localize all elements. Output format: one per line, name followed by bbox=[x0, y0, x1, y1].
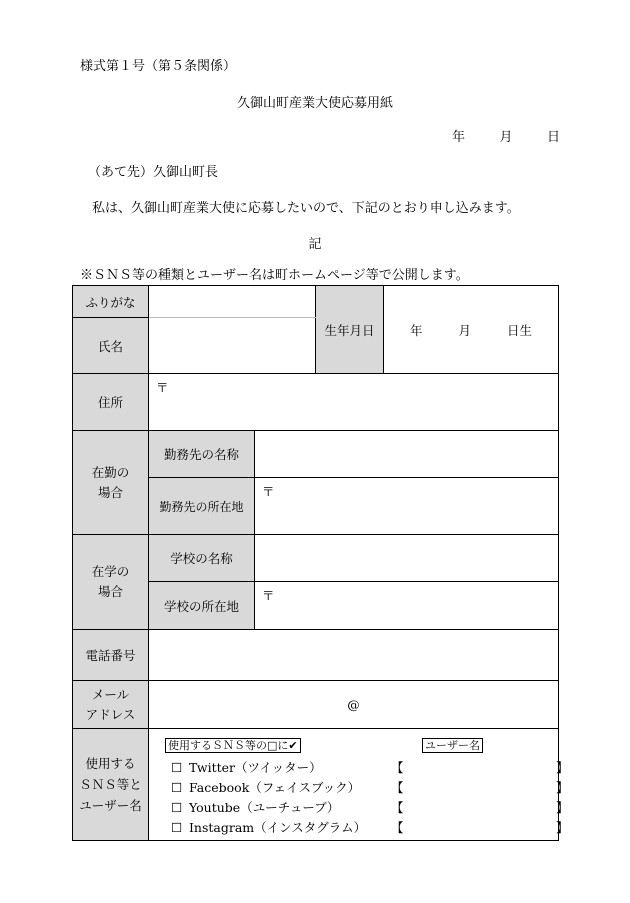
phone-row bbox=[73, 630, 559, 681]
email-row bbox=[73, 681, 559, 729]
birth-year: 年 bbox=[409, 322, 423, 338]
bracket-close: 】 bbox=[556, 819, 569, 835]
birthdate-field[interactable] bbox=[384, 286, 559, 374]
username-header: ユーザー名 bbox=[422, 738, 483, 753]
date-year: 年 bbox=[452, 130, 466, 145]
school-address-field[interactable] bbox=[255, 582, 559, 630]
sns-item-label: Facebook（フェイスブック） bbox=[188, 779, 361, 795]
sns-item-instagram bbox=[171, 818, 569, 835]
postal-mark: 〒 bbox=[262, 484, 275, 499]
bracket-close: 】 bbox=[556, 779, 569, 795]
sns-label: 使用する ＳＮＳ等と ユーザー名 bbox=[73, 729, 149, 841]
school-label: 在学の 場合 bbox=[73, 535, 149, 630]
checkbox-icon[interactable]: ☐ bbox=[171, 779, 183, 795]
bracket-open: 【 bbox=[391, 779, 404, 795]
sns-item-facebook bbox=[171, 778, 569, 795]
birth-day: 日生 bbox=[506, 322, 532, 338]
work-label: 在勤の 場合 bbox=[73, 431, 149, 535]
sns-field bbox=[149, 729, 569, 841]
email-label: メール アドレス bbox=[73, 681, 149, 729]
date-day: 日 bbox=[546, 130, 560, 145]
sns-instruction: 使用するＳＮＳ等の□に✔ bbox=[165, 738, 301, 753]
bracket-close: 】 bbox=[556, 759, 569, 775]
work-address-field[interactable] bbox=[255, 478, 559, 535]
sns-item-label: Instagram（インスタグラム） bbox=[188, 819, 367, 835]
birthdate-label: 生年月日 bbox=[316, 286, 384, 374]
furigana-field[interactable] bbox=[149, 286, 316, 318]
phone-label: 電話番号 bbox=[73, 630, 149, 681]
furigana-label: ふりがな bbox=[73, 286, 149, 318]
at-mark: @ bbox=[347, 697, 360, 712]
school-address-label: 学校の所在地 bbox=[149, 582, 255, 630]
addressee: （あて先）久御山町長 bbox=[88, 165, 219, 180]
birth-month: 月 bbox=[458, 322, 471, 338]
furigana-row bbox=[73, 286, 559, 318]
sns-row bbox=[73, 729, 559, 841]
address-row bbox=[73, 374, 559, 431]
form-number: 様式第１号（第５条関係） bbox=[80, 59, 237, 74]
name-label: 氏名 bbox=[73, 318, 149, 374]
checkbox-icon[interactable]: ☐ bbox=[171, 799, 183, 815]
application-form-table bbox=[72, 285, 569, 841]
postal-mark: 〒 bbox=[262, 588, 275, 603]
ki-heading: 記 bbox=[308, 237, 322, 252]
work-name-row bbox=[73, 431, 559, 478]
bracket-open: 【 bbox=[391, 799, 404, 815]
date-month: 月 bbox=[499, 130, 513, 145]
work-address-label: 勤務先の所在地 bbox=[149, 478, 255, 535]
postal-mark: 〒 bbox=[156, 380, 169, 395]
publication-notice: ※ＳＮＳ等の種類とユーザー名は町ホームページ等で公開します。 bbox=[80, 268, 469, 283]
name-field[interactable] bbox=[149, 318, 316, 374]
address-field[interactable] bbox=[149, 374, 559, 431]
checkbox-icon[interactable]: ☐ bbox=[171, 759, 183, 775]
phone-field[interactable] bbox=[149, 630, 559, 681]
sns-item-label: Youtube（ユーチューブ） bbox=[188, 799, 340, 815]
bracket-close: 】 bbox=[556, 799, 569, 815]
school-name-label: 学校の名称 bbox=[149, 535, 255, 582]
bracket-open: 【 bbox=[391, 759, 404, 775]
email-field[interactable] bbox=[149, 681, 559, 729]
sns-item-label: Twitter（ツイッター） bbox=[188, 759, 322, 775]
date-line bbox=[452, 126, 560, 145]
checkbox-icon[interactable]: ☐ bbox=[171, 819, 183, 835]
document-title: 久御山町産業大使応募用紙 bbox=[236, 96, 393, 111]
school-name-row bbox=[73, 535, 559, 582]
school-name-field[interactable] bbox=[255, 535, 559, 582]
sns-item-twitter bbox=[171, 758, 569, 775]
intro-text: 私は、久御山町産業大使に応募したいので、下記のとおり申し込みます。 bbox=[92, 201, 520, 216]
sns-item-youtube bbox=[171, 798, 569, 815]
bracket-open: 【 bbox=[391, 819, 404, 835]
address-label: 住所 bbox=[73, 374, 149, 431]
work-name-label: 勤務先の名称 bbox=[149, 431, 255, 478]
work-name-field[interactable] bbox=[255, 431, 559, 478]
